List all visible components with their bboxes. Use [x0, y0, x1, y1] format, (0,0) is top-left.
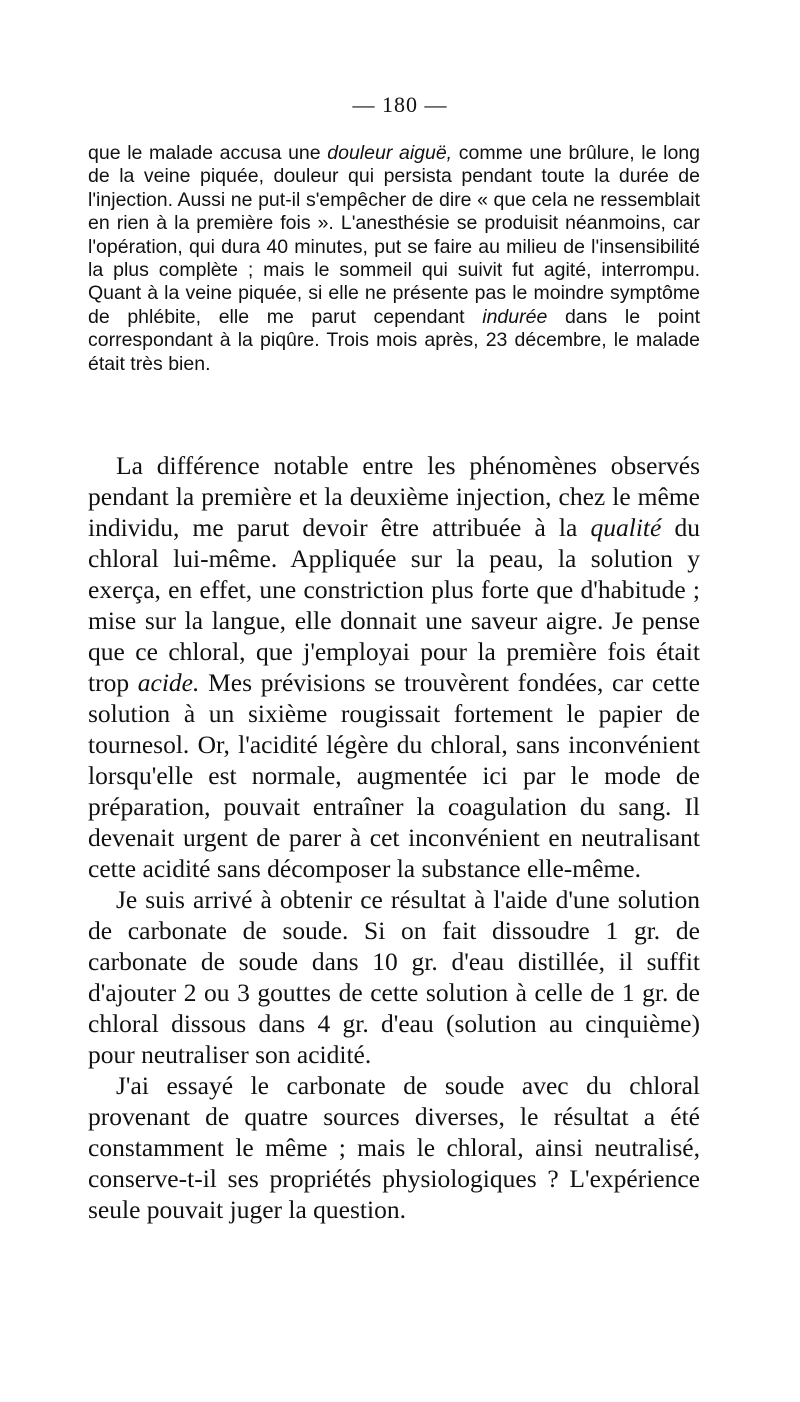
emphasis: acide.	[137, 668, 200, 697]
paragraph-2: Je suis arrivé à obtenir ce résultat à l'aide d'une solution de carbonate de soude. Si on fait dissoudre 1 gr. de carbonate de soude dans 10 gr. d'eau distillée, il suffit d'ajouter 2 ou 3 gouttes de cette solution à celle de 1 gr. de chloral dissous dans 4 gr. d'eau (solution au cinquième) pour neutraliser son acidité.	[88, 885, 700, 1069]
paragraph-1	[88, 450, 700, 884]
text-run: comme une brûlure, le long de la veine piquée, douleur qui persista pendant toute la durée de l'injection. Aussi ne put-il s'empêcher de dire « que cela ne ressemblait en rien à la première fois ». L'anesthésie se produisit néanmoins, car l'opération, qui dura 40 minutes, put se faire au milieu de l'insensibilité la plus complète ; mais le sommeil qui suivit fut agité, interrompu. Quant à la veine piquée, si elle ne présente pas le moindre symptôme de phlébite, elle me parut cependant	[88, 142, 701, 328]
emphasis: indurée	[482, 305, 548, 328]
page-number: — 180 —	[352, 92, 448, 117]
text-run: du chloral lui-même. Appliquée sur la peau, la solution y exerça, en effet, une constriction plus forte que d'habitude ; mise sur la langue, elle donnait une saveur aigre. Je pense que ce chloral, que j'employai pour la première fois était trop	[88, 513, 700, 697]
footnote-block	[88, 142, 700, 376]
text-run: dans le point correspondant à la piqûre. Trois mois après, 23 décembre, le malade était très bien.	[88, 305, 700, 375]
emphasis: douleur aiguë,	[327, 142, 453, 164]
main-text	[88, 450, 700, 1225]
text-run: La différence notable entre les phénomènes observés pendant la première et la deuxième injection, chez le même individu, me parut devoir être attribuée à la	[88, 451, 700, 542]
text-run: Mes prévisions se trouvèrent fondées, car cette solution à un sixième rougissait fortement le papier de tournesol. Or, l'acidité légère du chloral, sans inconvénient lorsqu'elle est normale, augmentée ici par le mode de préparation, pouvait entraîner la coagulation du sang. Il devenait urgent de parer à cet inconvénient en neutralisant cette acidité sans décomposer la substance elle-même.	[88, 668, 700, 883]
text-run: que le malade accusa une	[88, 142, 328, 164]
footnote-paragraph	[88, 142, 700, 376]
paragraph-3: J'ai essayé le carbonate de soude avec du chloral provenant de quatre sources diverses, le résultat a été constamment le même ; mais le chloral, ainsi neutralisé, conserve-t-il ses propriétés physiologiques ? L'expérience seule pouvait juger la question.	[88, 1071, 700, 1224]
emphasis: qualité	[590, 513, 662, 542]
